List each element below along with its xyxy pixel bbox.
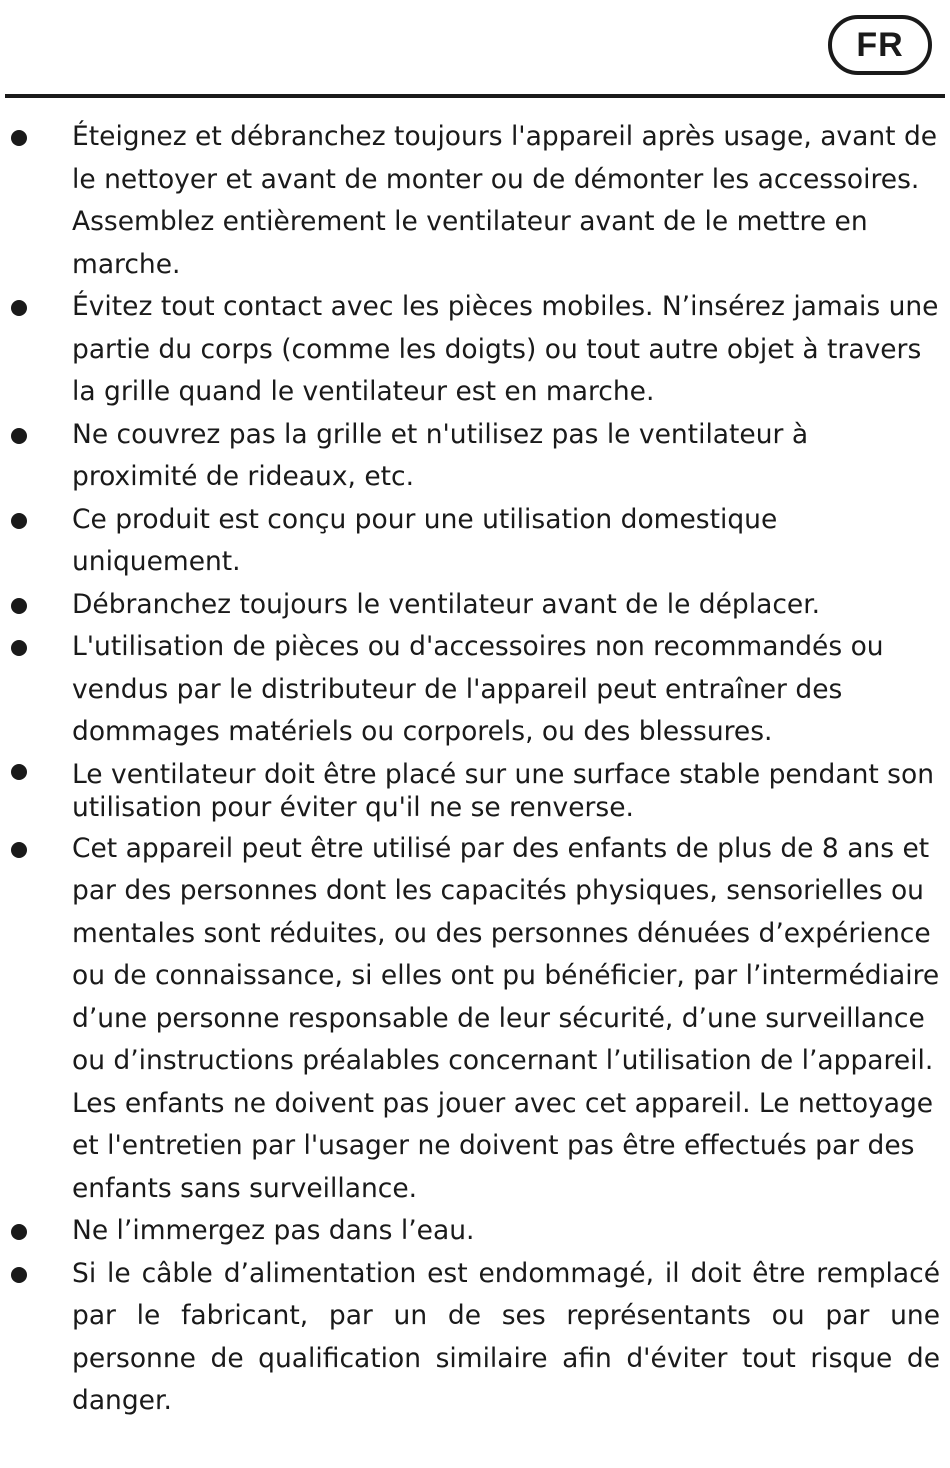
bullet-icon [11, 1267, 27, 1283]
list-item [0, 286, 950, 414]
list-item-text: Débranchez toujours le ventilateur avant de le déplacer. [72, 588, 821, 620]
bullet-icon [11, 513, 27, 529]
list-item-text: Évitez tout contact avec les pièces mobiles. N’insérez jamais une partie du corps (comme les doigts) ou tout autre objet à travers la grille quand le ventilateur est en marche. [72, 291, 939, 407]
header-divider [5, 94, 945, 98]
list-item [0, 499, 950, 584]
list-item [0, 584, 950, 627]
bullet-icon [11, 428, 27, 444]
list-item [0, 828, 950, 1211]
list-item-text: Éteignez et débranchez toujours l'appareil après usage, avant de le nettoyer et avant de monter ou de démonter les accessoires. Assemblez entièrement le ventilateur avant de le mettre en marche. [72, 121, 938, 280]
list-item-text: Ce produit est conçu pour une utilisation domestique uniquement. [72, 503, 778, 577]
safety-instructions-list [0, 116, 950, 1423]
bullet-icon [11, 842, 27, 858]
bullet-icon [11, 764, 27, 780]
bullet-icon [11, 1224, 27, 1240]
bullet-icon [11, 640, 27, 656]
list-item [0, 626, 950, 754]
list-item-text: Le ventilateur doit être placé sur une surface stable pendant son utilisation pour éviter qu'il ne se renverse. [72, 758, 934, 823]
list-item [0, 414, 950, 499]
list-item-text: Ne l’immergez pas dans l’eau. [72, 1215, 475, 1246]
list-item [0, 754, 950, 828]
bullet-icon [11, 300, 27, 316]
list-item [0, 1210, 950, 1253]
list-item-text: Cet appareil peut être utilisé par des enfants de plus de 8 ans et par des personnes dont les capacités physiques, sensorielles ou mentales sont réduites, ou des personnes dénuées d’expérience ou de connaissance, si elles ont pu bénéficier, par l’intermédiaire d’une personne responsable de leur sécurité, d’une surveillance ou d’instructions préalables concernant l’utilisation de l’appareil. Les enfants ne doivent pas jouer avec cet appareil. Le nettoyage et l'entretien par l'usager ne doivent pas être effectués par des enfants sans surveillance. [72, 832, 940, 1204]
language-badge: FR [828, 15, 932, 75]
list-item-text: Ne couvrez pas la grille et n'utilisez pas le ventilateur à proximité de rideaux, etc. [72, 418, 809, 492]
bullet-icon [11, 130, 27, 146]
list-item-text: Si le câble d’alimentation est endommagé, il doit être remplacé par le fabricant, par un de ses représentants ou par une personne de qualification similaire afin d'éviter tout risque de danger. [72, 1257, 940, 1416]
list-item [0, 116, 950, 286]
list-item-text: L'utilisation de pièces ou d'accessoires non recommandés ou vendus par le distributeur de l'appareil peut entraîner des dommages matériels ou corporels, ou des blessures. [72, 631, 884, 747]
list-item [0, 1253, 950, 1423]
bullet-icon [11, 598, 27, 614]
